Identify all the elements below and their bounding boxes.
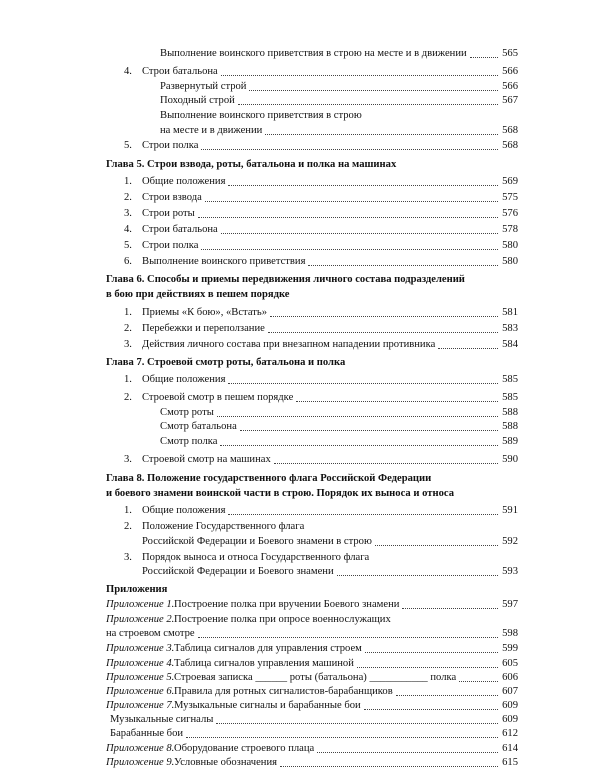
dot-leader <box>201 149 498 150</box>
entry-title: Музыкальные сигналы <box>110 714 214 725</box>
dot-leader <box>268 332 498 333</box>
appendix-label: Приложение 7. <box>106 700 175 711</box>
page-number: 612 <box>502 728 518 739</box>
entry-number: 1. <box>124 374 132 385</box>
dot-leader <box>357 667 498 668</box>
dot-leader <box>265 134 498 135</box>
entry-title: Развернутый строй <box>160 81 247 92</box>
page-number: 606 <box>502 672 518 683</box>
entry-title: Построение полка при опросе военнослужащих <box>174 614 391 625</box>
toc-entry[interactable] <box>0 521 600 534</box>
page-number: 568 <box>502 140 518 151</box>
toc-entry[interactable] <box>0 95 600 108</box>
dot-leader <box>201 249 498 250</box>
toc-entry[interactable] <box>0 81 600 94</box>
entry-title: Приемы «К бою», «Встать» <box>142 307 268 318</box>
entry-title: Смотр полка <box>160 436 218 447</box>
entry-number: 2. <box>124 521 132 532</box>
page-number: 609 <box>502 700 518 711</box>
chapter-heading: Глава 8. Положение государственного флага Российской Федерации <box>106 473 432 484</box>
entry-title: Походный строй <box>160 95 235 106</box>
page-number: 566 <box>502 66 518 77</box>
toc-entry[interactable] <box>0 48 600 61</box>
entry-title: Правила для ротных сигналистов-барабанщиков <box>174 686 393 697</box>
chapter-heading: в бою при действиях в пешем порядке <box>106 289 290 300</box>
dot-leader <box>238 104 498 105</box>
dot-leader <box>186 737 498 738</box>
toc-entry[interactable] <box>0 643 600 656</box>
dot-leader <box>375 545 498 546</box>
entry-number: 5. <box>124 140 132 151</box>
toc-entry[interactable] <box>0 374 600 387</box>
appendix-label: Приложение 1. <box>106 599 175 610</box>
appendix-label: Приложение 5. <box>106 672 175 683</box>
toc-entry[interactable] <box>0 700 600 713</box>
dot-leader <box>249 90 498 91</box>
toc-entry[interactable] <box>0 614 600 627</box>
page-number: 607 <box>502 686 518 697</box>
entry-title: Строевой смотр в пешем порядке <box>142 392 294 403</box>
toc-entry[interactable] <box>0 208 600 221</box>
entry-number: 2. <box>124 192 132 203</box>
dot-leader <box>221 233 498 234</box>
dot-leader <box>337 575 498 576</box>
page-number: 605 <box>502 658 518 669</box>
toc-entry[interactable] <box>0 192 600 205</box>
toc-entry[interactable] <box>0 224 600 237</box>
entry-title: на месте и в движении <box>160 125 263 136</box>
dot-leader <box>205 201 498 202</box>
chapter-heading: Приложения <box>106 584 168 595</box>
toc-entry[interactable] <box>0 407 600 420</box>
page-number: 584 <box>502 339 518 350</box>
page-number: 592 <box>502 536 518 547</box>
dot-leader <box>240 430 498 431</box>
dot-leader <box>198 217 498 218</box>
dot-leader <box>280 766 498 767</box>
toc-entry[interactable] <box>0 436 600 449</box>
page-number: 580 <box>502 256 518 267</box>
entry-title: Российской Федерации и Боевого знамени в строю <box>142 536 372 547</box>
entry-title: Таблица сигналов для управления строем <box>174 643 362 654</box>
chapter-heading: Глава 7. Строевой смотр роты, батальона и полка <box>106 357 346 368</box>
entry-title: Действия личного состава при внезапном нападении противника <box>142 339 436 350</box>
page-number: 590 <box>502 454 518 465</box>
page-number: 576 <box>502 208 518 219</box>
chapter-heading: и боевого знамени воинской части в строю. Порядок их выноса и относа <box>106 488 454 499</box>
page-number: 568 <box>502 125 518 136</box>
entry-title: Строи роты <box>142 208 195 219</box>
toc-entry[interactable] <box>0 536 600 549</box>
page-number: 597 <box>502 599 518 610</box>
toc-entry[interactable] <box>0 176 600 189</box>
page-number: 614 <box>502 743 518 754</box>
entry-number: 3. <box>124 552 132 563</box>
entry-title: Таблица сигналов управления машиной <box>174 658 354 669</box>
toc-entry[interactable] <box>0 628 600 641</box>
page-number: 581 <box>502 307 518 318</box>
dot-leader <box>228 383 498 384</box>
page-number: 575 <box>502 192 518 203</box>
dot-leader <box>220 445 498 446</box>
dot-leader <box>402 608 498 609</box>
page-number: 583 <box>502 323 518 334</box>
dot-leader <box>296 401 498 402</box>
entry-title: Строевой смотр на машинах <box>142 454 271 465</box>
entry-title: Выполнение воинского приветствия в строю на месте и в движении <box>160 48 467 59</box>
toc-entry[interactable] <box>0 125 600 138</box>
entry-title: Строи взвода <box>142 192 202 203</box>
toc-entry[interactable] <box>0 714 600 727</box>
entry-number: 3. <box>124 454 132 465</box>
page-number: 589 <box>502 436 518 447</box>
appendix-label: Приложение 4. <box>106 658 175 669</box>
entry-number: 3. <box>124 208 132 219</box>
dot-leader <box>221 75 498 76</box>
toc-entry[interactable] <box>0 307 600 320</box>
entry-title: Смотр роты <box>160 407 214 418</box>
entry-title: Общие положения <box>142 374 226 385</box>
toc-entry[interactable] <box>0 686 600 699</box>
page-number: 609 <box>502 714 518 725</box>
chapter-heading: Глава 5. Строи взвода, роты, батальона и полка на машинах <box>106 159 397 170</box>
toc-entry[interactable] <box>0 757 600 770</box>
entry-title: Строи полка <box>142 240 199 251</box>
page-number: 593 <box>502 566 518 577</box>
entry-number: 4. <box>124 224 132 235</box>
dot-leader <box>274 463 498 464</box>
entry-title: Смотр батальона <box>160 421 237 432</box>
entry-title: Российской Федерации и Боевого знамени <box>142 566 334 577</box>
dot-leader <box>365 652 498 653</box>
entry-title: Барабанные бои <box>110 728 184 739</box>
entry-title: Выполнение воинского приветствия в строю <box>160 110 362 121</box>
entry-title: на строевом смотре <box>106 628 195 639</box>
dot-leader <box>364 709 498 710</box>
page-number: 588 <box>502 407 518 418</box>
entry-number: 1. <box>124 307 132 318</box>
dot-leader <box>396 695 498 696</box>
dot-leader <box>198 637 498 638</box>
toc-entry[interactable] <box>0 421 600 434</box>
entry-title: Положение Государственного флага <box>142 521 305 532</box>
dot-leader <box>228 185 498 186</box>
entry-number: 1. <box>124 176 132 187</box>
entry-title: Строи батальона <box>142 224 218 235</box>
page-number: 580 <box>502 240 518 251</box>
page-number: 565 <box>502 48 518 59</box>
dot-leader <box>228 514 498 515</box>
appendix-label: Приложение 3. <box>106 643 175 654</box>
toc-entry[interactable] <box>0 240 600 253</box>
page-number: 615 <box>502 757 518 768</box>
page-number: 585 <box>502 392 518 403</box>
toc-entry[interactable] <box>0 658 600 671</box>
toc-entry[interactable] <box>0 552 600 565</box>
toc-entry[interactable] <box>0 140 600 153</box>
appendix-label: Приложение 8. <box>106 743 175 754</box>
appendix-label: Приложение 2. <box>106 614 175 625</box>
page-number: 578 <box>502 224 518 235</box>
toc-entry[interactable] <box>0 728 600 741</box>
entry-title: Строевая записка ______ роты (батальона) ___________ полка <box>174 672 457 683</box>
toc-entry[interactable] <box>0 256 600 269</box>
entry-title: Музыкальные сигналы и барабанные бои <box>174 700 361 711</box>
toc-entry[interactable] <box>0 566 600 579</box>
toc-entry[interactable] <box>0 505 600 518</box>
dot-leader <box>217 416 498 417</box>
entry-title: Оборудование строевого плаца <box>174 743 315 754</box>
appendix-label: Приложение 6. <box>106 686 175 697</box>
entry-number: 3. <box>124 339 132 350</box>
dot-leader <box>270 316 498 317</box>
dot-leader <box>308 265 498 266</box>
entry-title: Условные обозначения <box>174 757 278 768</box>
entry-title: Строи батальона <box>142 66 218 77</box>
page-number: 569 <box>502 176 518 187</box>
appendix-label: Приложение 9. <box>106 757 175 768</box>
toc-entry[interactable] <box>0 323 600 336</box>
dot-leader <box>216 723 498 724</box>
entry-title: Строи полка <box>142 140 199 151</box>
toc-entry[interactable] <box>0 110 600 123</box>
entry-number: 1. <box>124 505 132 516</box>
toc-entry[interactable] <box>0 339 600 352</box>
entry-title: Построение полка при вручении Боевого знамени <box>174 599 400 610</box>
entry-title: Общие положения <box>142 505 226 516</box>
dot-leader <box>317 752 498 753</box>
page-number: 585 <box>502 374 518 385</box>
entry-number: 2. <box>124 323 132 334</box>
toc-entry[interactable] <box>0 66 600 79</box>
entry-number: 2. <box>124 392 132 403</box>
page-number: 566 <box>502 81 518 92</box>
entry-title: Перебежки и переползание <box>142 323 265 334</box>
toc-entry[interactable] <box>0 392 600 405</box>
toc-entry[interactable] <box>0 599 600 612</box>
entry-title: Общие положения <box>142 176 226 187</box>
toc-entry[interactable] <box>0 454 600 467</box>
page-number: 598 <box>502 628 518 639</box>
page-number: 588 <box>502 421 518 432</box>
chapter-heading: Глава 6. Способы и приемы передвижения личного состава подразделений <box>106 274 465 285</box>
entry-number: 6. <box>124 256 132 267</box>
toc-entry[interactable] <box>0 672 600 685</box>
entry-title: Порядок выноса и относа Государственного флага <box>142 552 370 563</box>
page-number: 599 <box>502 643 518 654</box>
entry-title: Выполнение воинского приветствия <box>142 256 306 267</box>
page-number: 567 <box>502 95 518 106</box>
page-number: 591 <box>502 505 518 516</box>
entry-number: 5. <box>124 240 132 251</box>
entry-number: 4. <box>124 66 132 77</box>
